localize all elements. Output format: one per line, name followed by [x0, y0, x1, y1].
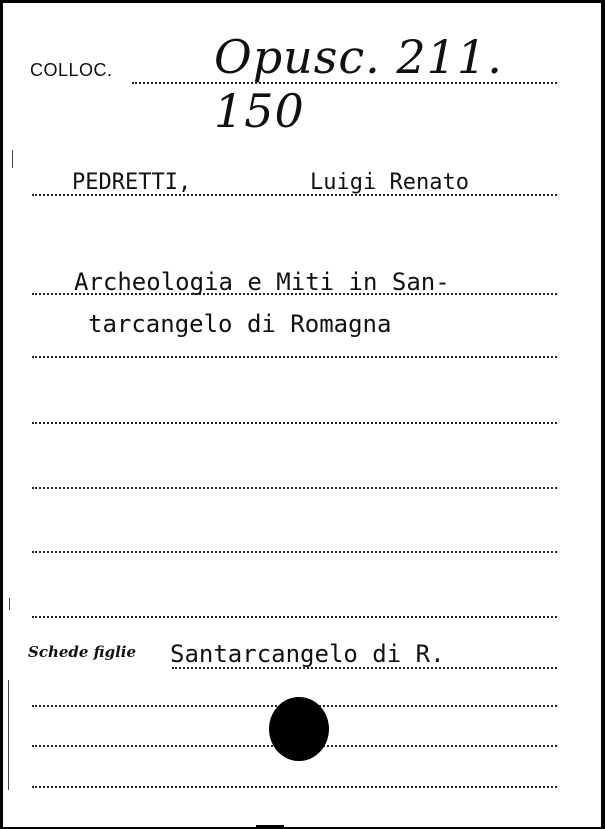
margin-mark	[9, 598, 10, 610]
margin-mark	[12, 150, 13, 168]
blank-rule	[32, 616, 557, 618]
schede-figlie-label: Schede figlie	[28, 643, 137, 661]
title-line-1: Archeologia e Miti in San-	[74, 268, 450, 296]
blank-rule	[32, 551, 557, 553]
punch-hole	[269, 697, 329, 761]
author-given-names: Luigi Renato	[310, 170, 469, 195]
margin-mark	[8, 680, 9, 790]
blank-rule	[32, 356, 557, 358]
title-line-2: tarcangelo di Romagna	[88, 310, 392, 338]
card-bottom-notch	[256, 825, 284, 829]
blank-rule	[32, 487, 557, 489]
colloc-label: COLLOC.	[30, 60, 113, 80]
card-edge-left	[0, 0, 3, 829]
blank-rule	[32, 786, 557, 788]
schede-figlie-value: Santarcangelo di R.	[170, 640, 445, 668]
author-surname: PEDRETTI,	[72, 170, 192, 195]
blank-rule	[32, 422, 557, 424]
card-edge-top	[0, 0, 605, 3]
colloc-handwritten-value: Opusc. 211. 150	[214, 30, 503, 138]
